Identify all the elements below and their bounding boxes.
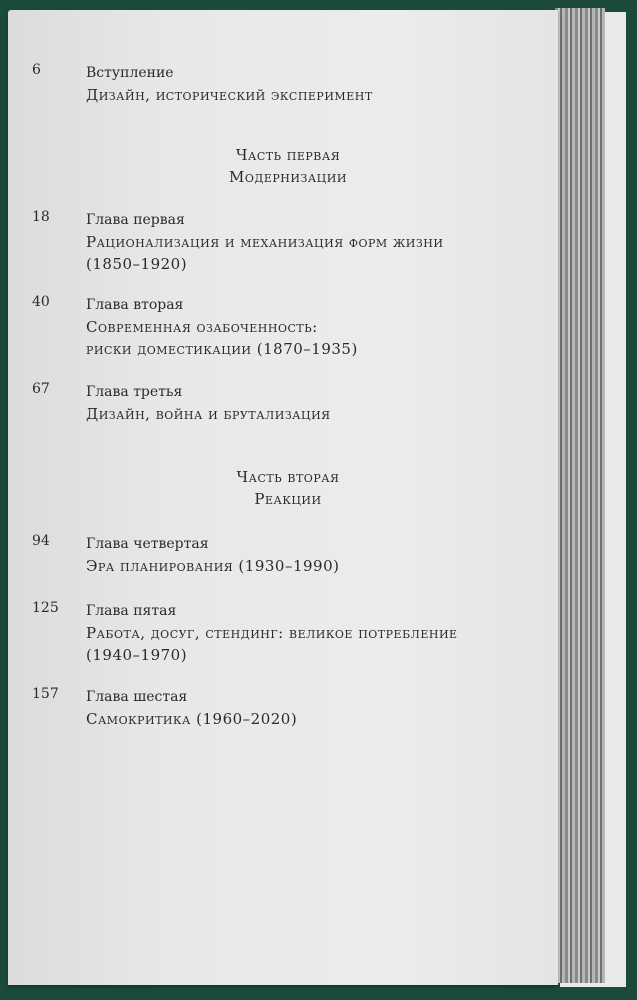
page-number: 67 bbox=[32, 381, 50, 397]
entry-label: Глава вторая bbox=[86, 297, 184, 313]
entry-label: Глава шестая bbox=[86, 689, 188, 705]
page-number: 94 bbox=[32, 533, 50, 549]
entry-label: Вступление bbox=[86, 65, 174, 81]
page-number: 18 bbox=[32, 209, 50, 225]
part-title: Модернизации bbox=[229, 168, 347, 186]
entry-title-cont: (1940–1970) bbox=[86, 646, 188, 664]
entry-title: Эра планирования (1930–1990) bbox=[86, 557, 340, 575]
part-title: Реакции bbox=[254, 490, 322, 508]
entry-title: Самокритика (1960–2020) bbox=[86, 710, 298, 728]
entry-label: Глава третья bbox=[86, 384, 183, 400]
entry-title-cont: риски доместикации (1870–1935) bbox=[86, 340, 358, 358]
entry-title: Рационализация и механизация форм жизни bbox=[86, 233, 444, 251]
entry-title: Работа, досуг, стендинг: великое потребление bbox=[86, 624, 458, 642]
page-number: 125 bbox=[32, 600, 59, 616]
book-page bbox=[8, 10, 558, 985]
entry-title-cont: (1850–1920) bbox=[86, 255, 188, 273]
entry-title: Дизайн, исторический эксперимент bbox=[86, 86, 373, 104]
entry-label: Глава первая bbox=[86, 212, 185, 228]
part-label: Часть первая bbox=[235, 146, 341, 164]
page-number: 40 bbox=[32, 294, 50, 310]
part-heading-1 bbox=[8, 144, 568, 188]
entry-title: Современная озабоченность: bbox=[86, 318, 318, 336]
part-heading-2 bbox=[8, 466, 568, 510]
entry-title: Дизайн, война и брутализация bbox=[86, 405, 331, 423]
entry-label: Глава пятая bbox=[86, 603, 177, 619]
part-label: Часть вторая bbox=[236, 468, 340, 486]
page-number: 157 bbox=[32, 686, 59, 702]
page-number: 6 bbox=[32, 62, 41, 78]
entry-label: Глава четвертая bbox=[86, 536, 209, 552]
